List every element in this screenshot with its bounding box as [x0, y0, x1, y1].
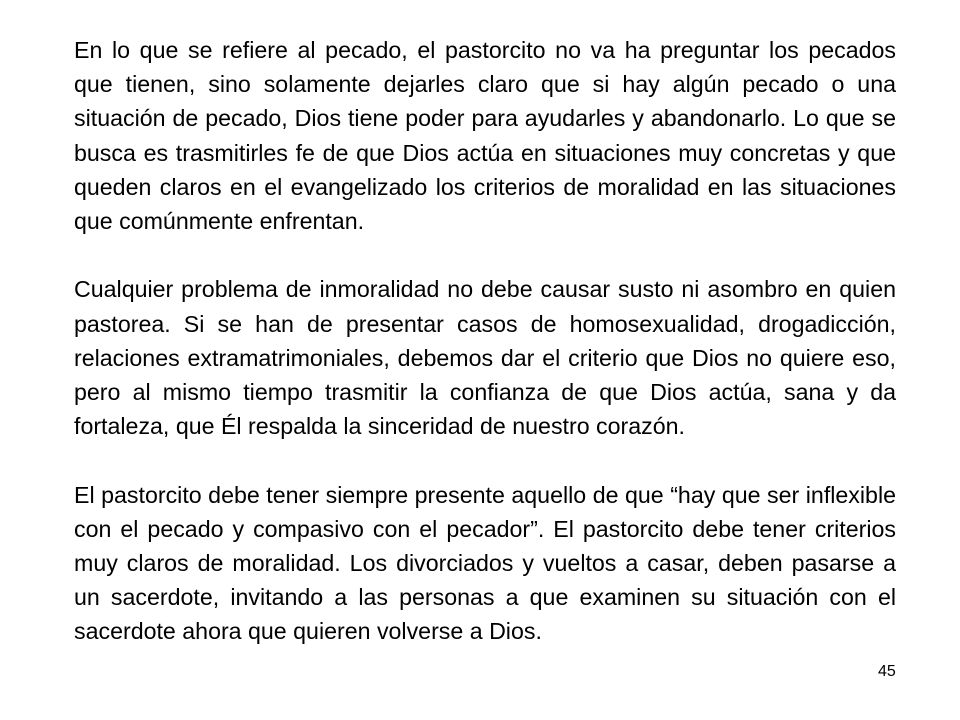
- page-number: 45: [878, 663, 896, 680]
- paragraph-inflexible-with-sin: El pastorcito debe tener siempre presente aquello de que “hay que ser inflexible con el pecado y compasivo con el pecador”. El pastorcito debe tener criterios muy claros de moralidad. Los divorciados y vueltos a casar, deben pasarse a un sacerdote, invitando a las personas a que examinen su situación con el sacerdote ahora que quieren volverse a Dios.: [74, 481, 896, 645]
- paragraph-immorality-problems: Cualquier problema de inmoralidad no debe causar susto ni asombro en quien pastorea. Si se han de presentar casos de homosexualidad, drogadicción, relaciones extramatrimoniales, debemos dar el criterio que Dios no quiere eso, pero al mismo tiempo trasmitir la confianza de que Dios actúa, sana y da fortaleza, que Él respalda la sinceridad de nuestro corazón.: [74, 276, 896, 440]
- paragraph-sin-guidance: En lo que se refiere al pecado, el pastorcito no va ha preguntar los pecados que tienen, sino solamente dejarles claro que si hay algún pecado o una situación de pecado, Dios tiene poder para ayudarles y abandonarlo. Lo que se busca es trasmitirles fe de que Dios actúa en situaciones muy concretas y que queden claros en el evangelizado los criterios de moralidad en las situaciones que comúnmente enfrentan.: [74, 37, 896, 235]
- body-text: [74, 33, 896, 649]
